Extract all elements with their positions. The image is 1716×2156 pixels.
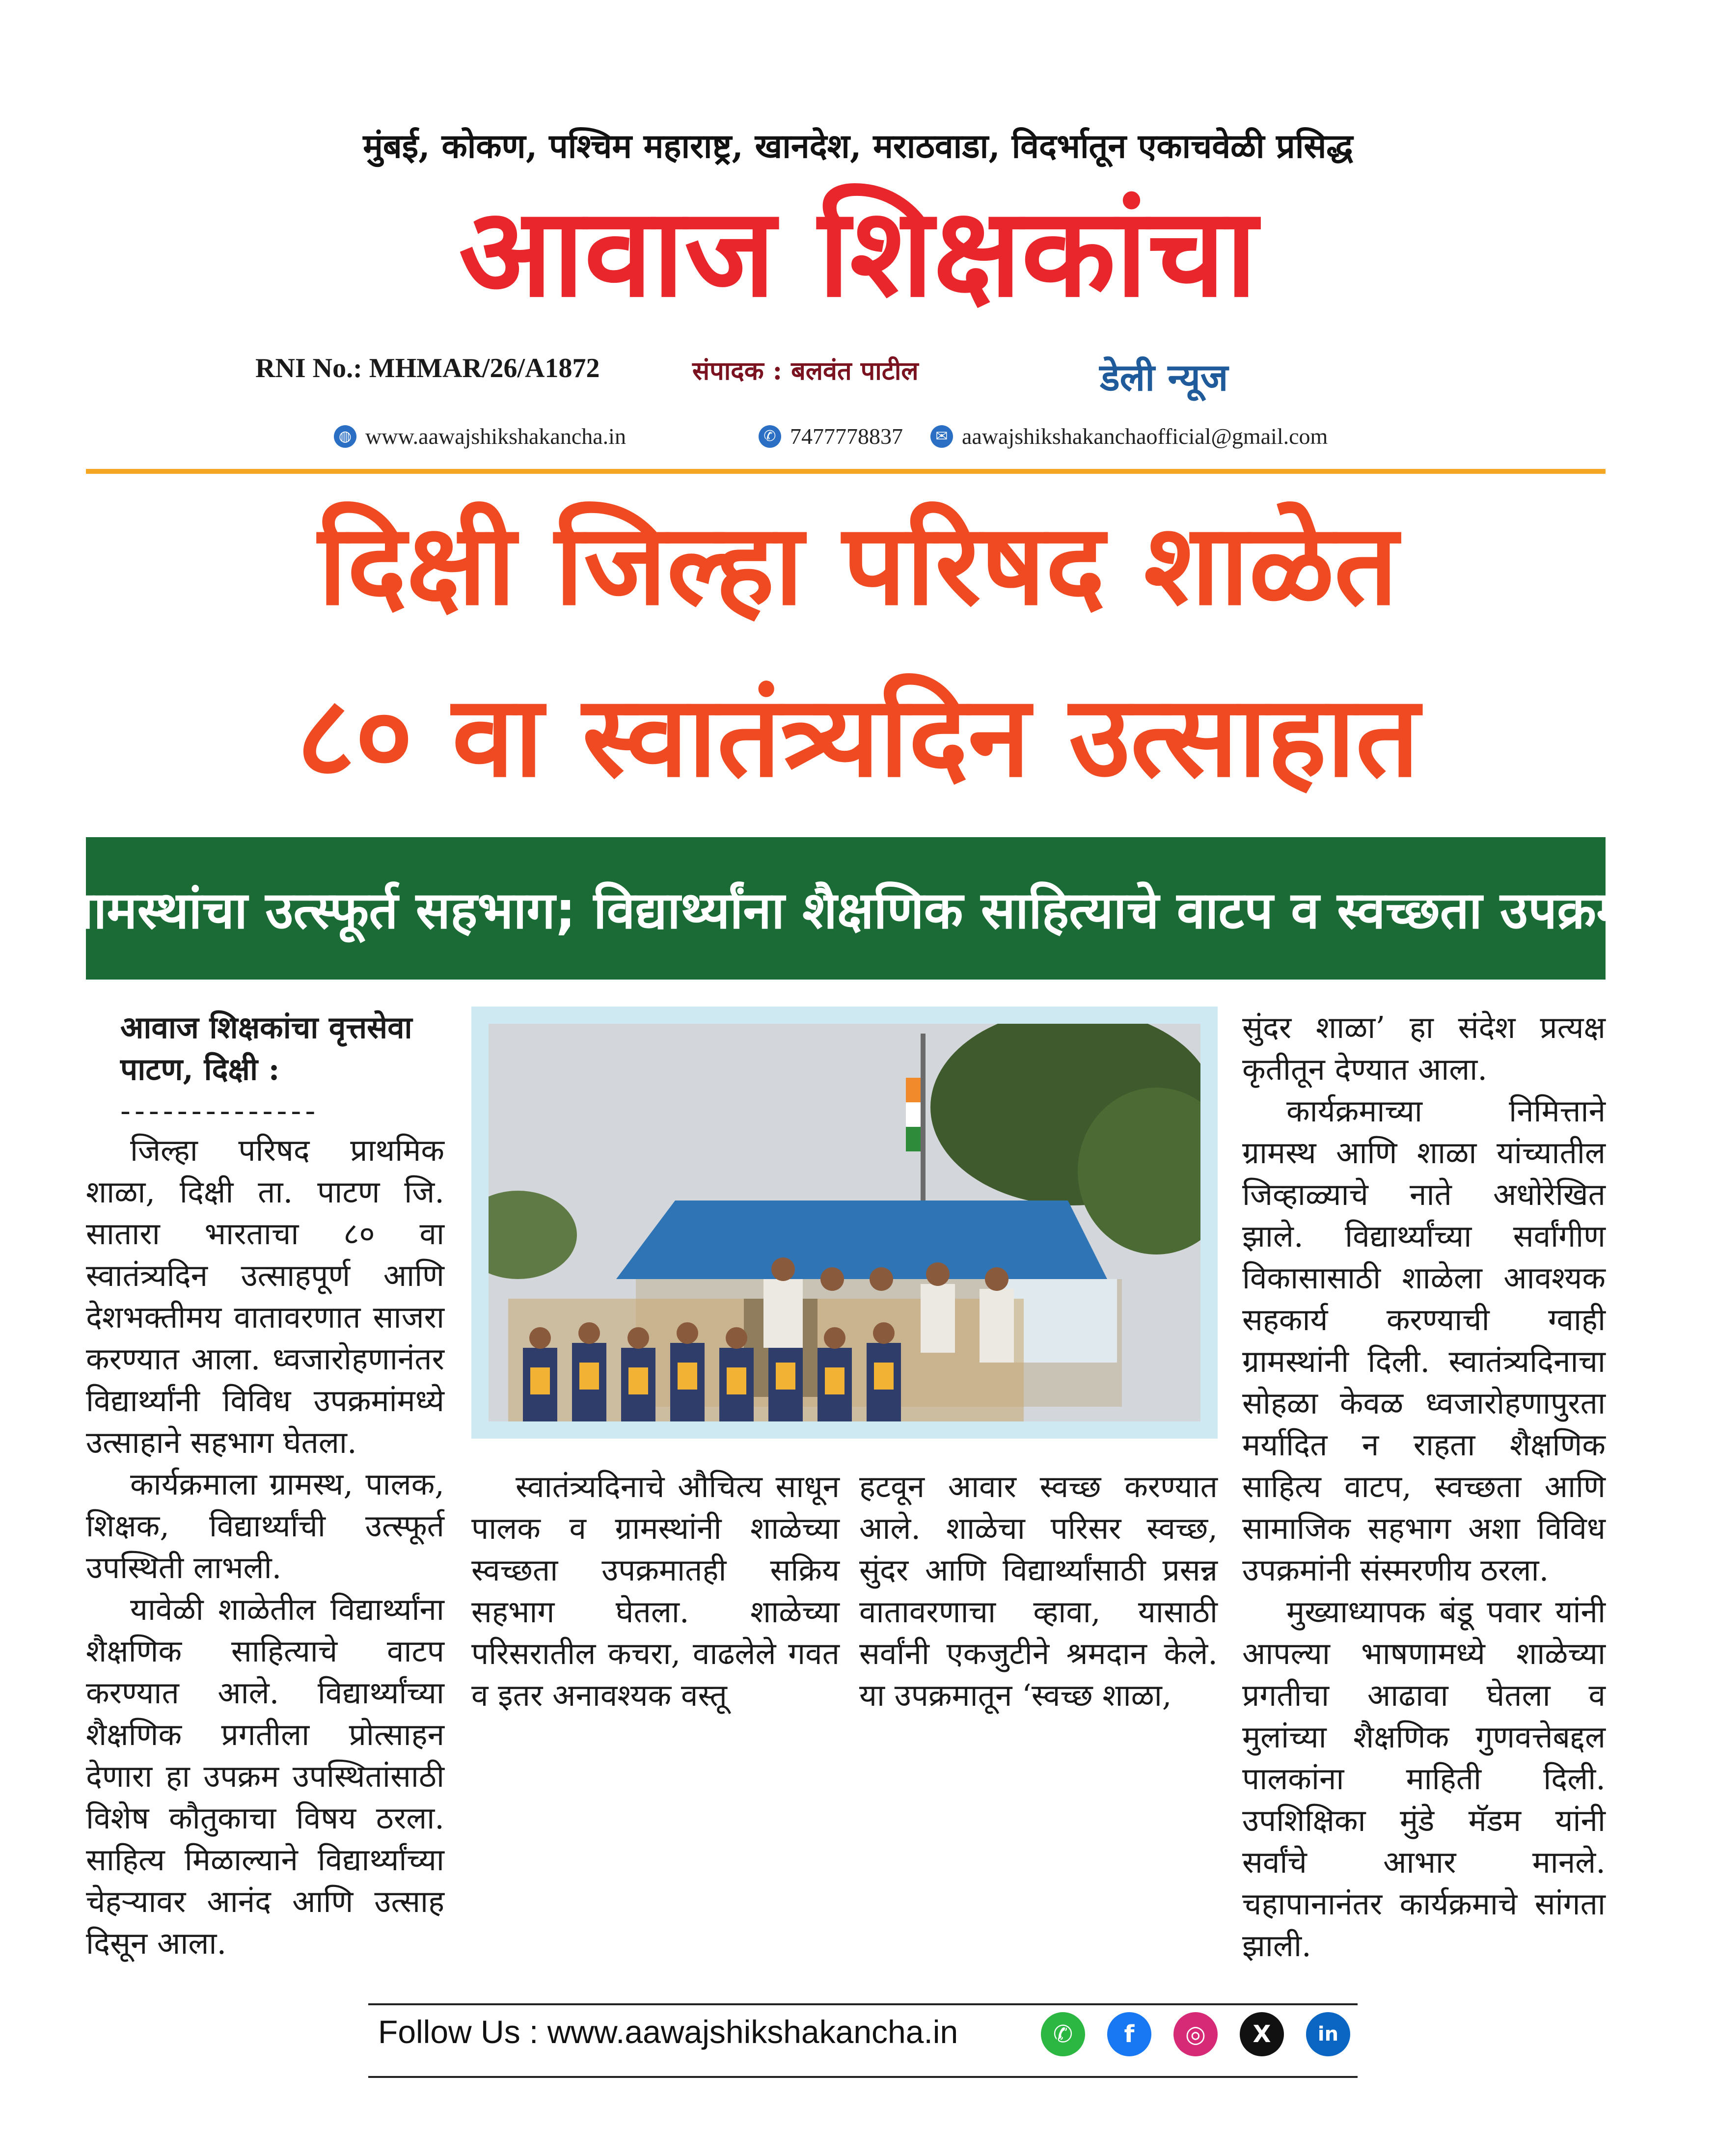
website-text: www.aawajshikshakancha.in (365, 424, 626, 449)
byline-separator: -------------- (120, 1092, 320, 1128)
linkedin-icon[interactable]: in (1306, 2012, 1350, 2056)
article-column-4 (1242, 1007, 1606, 1966)
masthead-divider (86, 469, 1606, 474)
article-photo-frame (471, 1007, 1218, 1439)
byline (120, 1007, 412, 1090)
phone-contact[interactable] (759, 423, 903, 449)
paragraph: कार्यक्रमाच्या निमित्ताने ग्रामस्थ आणि शाळा यांच्यातील जिव्हाळ्याचे नाते अधोरेखित झाले. विद्यार्थ्यांच्या सर्वांगीण विकासासाठी शाळेला आवश्यक सहकार्य करण्याची ग्वाही ग्रामस्थांनी दिली. स्वातंत्र्यदिनाचा सोहळा केवळ ध्वजारोहणापुरता मर्यादित न राहता शैक्षणिक साहित्य वाटप, स्वच्छता आणि सामाजिक सहभाग अशा विविध उपक्रमांनी संस्मरणीय ठरला. (1242, 1093, 1606, 1588)
email-icon: ✉ (930, 425, 953, 448)
newspaper-title: आवाज शिक्षकांचा (459, 181, 1257, 324)
email-text: aawajshikshakanchaofficial@gmail.com (962, 424, 1328, 449)
whatsapp-icon[interactable]: ✆ (1041, 2012, 1085, 2056)
photo-illustration (489, 1024, 1200, 1421)
editor-name: संपादक : बलवंत पाटील (692, 356, 919, 386)
footer-rule-bottom (368, 2076, 1358, 2078)
paragraph: स्वातंत्र्यदिनाचे औचित्य साधून पालक व ग्रामस्थांनी शाळेच्या स्वच्छता उपक्रमातही सक्रिय सहभाग घेतला. शाळेच्या परिसरातील कचरा, वाढलेले गवत व इतर अनावश्यक वस्तू (471, 1469, 840, 1713)
x-icon[interactable]: X (1240, 2012, 1284, 2056)
headline-line-1: दिक्षी जिल्हा परिषद शाळेत (318, 499, 1398, 630)
paragraph: कार्यक्रमाला ग्रामस्थ, पालक, शिक्षक, विद्यार्थ्यांची उत्स्फूर्त उपस्थिती लाभली. (86, 1466, 444, 1585)
edition-label: डेली न्यूज (1100, 355, 1228, 399)
subheadline-band (64, 837, 1627, 980)
globe-icon: ◍ (334, 425, 356, 448)
phone-text: 7477778837 (790, 424, 903, 449)
article-column-1 (86, 1129, 444, 1964)
article-column-2 (471, 1466, 840, 1716)
instagram-icon[interactable]: ◎ (1173, 2012, 1218, 2056)
masthead-tagline: मुंबई, कोकण, पश्चिम महाराष्ट्र, खानदेश, मराठवाडा, विदर्भातून एकाचवेळी प्रसिद्ध (363, 127, 1353, 166)
footer-rule-top (368, 2003, 1358, 2005)
phone-icon: ✆ (759, 425, 781, 448)
follow-us-text[interactable]: Follow Us : www.aawajshikshakancha.in (378, 2014, 958, 2050)
paragraph: जिल्हा परिषद प्राथमिक शाळा, दिक्षी ता. पाटण जि. सातारा भारताचा ८० वा स्वातंत्र्यदिन उत्साहपूर्ण आणि देशभक्तीमय वातावरणात साजरा करण्यात आला. ध्वजारोहणानंतर विद्यार्थ्यांनी विविध उपक्रमांमध्ये उत्साहाने सहभाग घेतला. (86, 1132, 444, 1460)
event-photo (489, 1024, 1200, 1421)
facebook-icon[interactable]: f (1107, 2012, 1151, 2056)
paragraph: सुंदर शाळा’ हा संदेश प्रत्यक्ष कृतीतून देण्यात आला. (1242, 1010, 1606, 1087)
paragraph: हटवून आवार स्वच्छ करण्यात आले. शाळेचा परिसर स्वच्छ, सुंदर आणि विद्यार्थ्यांसाठी प्रसन्न वातावरणाचा व्हावा, यासाठी सर्वांनी एकजुटीने श्रमदान केले. या उपक्रमातून ‘स्वच्छ शाळा, (859, 1469, 1218, 1713)
paragraph: यावेळी शाळेतील विद्यार्थ्यांना शैक्षणिक साहित्याचे वाटप करण्यात आले. विद्यार्थ्यांच्या शैक्षणिक प्रगतीला प्रोत्साहन देणारा हा उपक्रम उपस्थितांसाठी विशेष कौतुकाचा विषय ठरला. साहित्य मिळाल्याने विद्यार्थ्यांच्या चेहऱ्यावर आनंद आणि उत्साह दिसून आला. (86, 1591, 444, 1961)
paragraph: मुख्याध्यापक बंडू पवार यांनी आपल्या भाषणामध्ये शाळेच्या प्रगतीचा आढावा घेतला व मुलांच्या शैक्षणिक गुणवत्तेबद्दल पालकांना माहिती दिली. उपशिक्षिका मुंडे मॅडम यांनी सर्वांचे आभार मानले. चहापानानंतर कार्यक्रमाचे सांगता झाली. (1242, 1594, 1606, 1964)
email-contact[interactable] (930, 423, 1328, 449)
subheadline: ग्रामस्थांचा उत्स्फूर्त सहभाग; विद्यार्थ्यांना शैक्षणिक साहित्याचे वाटप व स्वच्छता उपक्रम (64, 880, 1627, 940)
website-contact[interactable] (334, 423, 626, 449)
article-column-3 (859, 1466, 1218, 1716)
byline-agency: आवाज शिक्षकांचा वृत्तसेवा (120, 1010, 412, 1045)
headline-line-2: ८० वा स्वातंत्र्यदिन उत्साहात (297, 671, 1419, 802)
rni-number: RNI No.: MHMAR/26/A1872 (255, 353, 600, 383)
byline-place: पाटण, दिक्षी : (120, 1051, 280, 1087)
